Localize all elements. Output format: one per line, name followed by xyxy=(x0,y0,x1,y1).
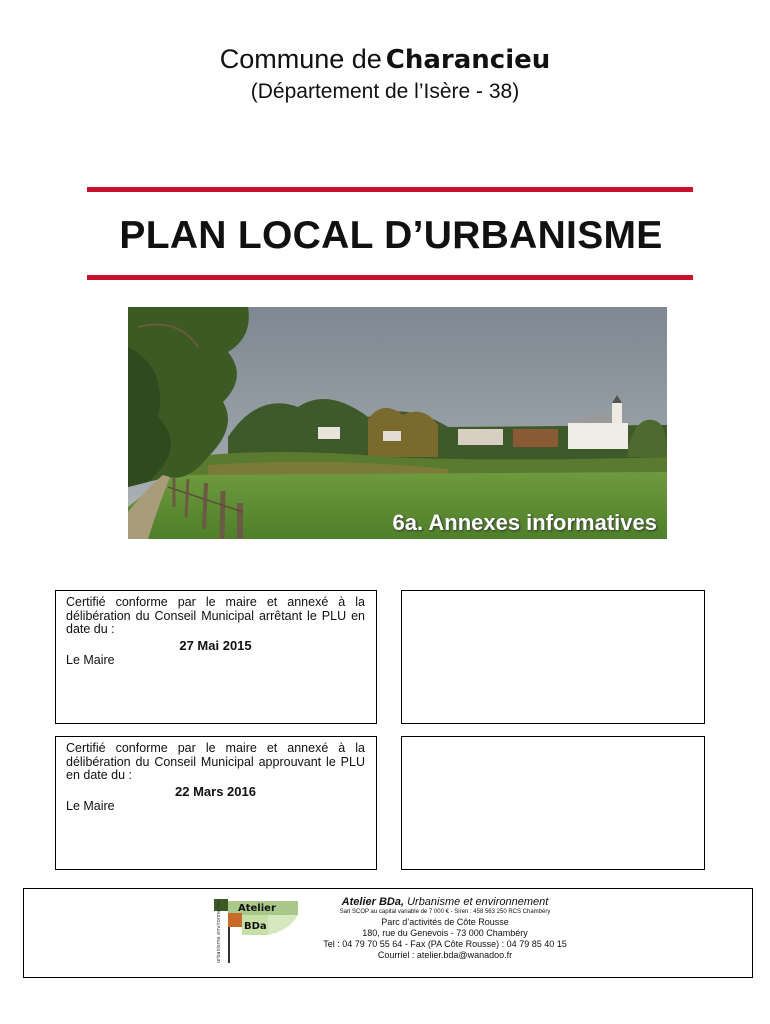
certificate-signatory: Le Maire xyxy=(66,799,115,813)
certificate-date: 22 Mars 2016 xyxy=(175,783,256,799)
stamp-box-arret xyxy=(401,590,705,724)
firm-details xyxy=(300,897,590,961)
top-divider xyxy=(87,187,693,192)
footer-box xyxy=(23,888,753,978)
certificate-signatory: Le Maire xyxy=(66,653,115,667)
stamp-box-approbation xyxy=(401,736,705,870)
firm-phone: Tel : 04 79 70 55 64 - Fax (PA Côte Rousse) : 04 79 85 40 15 xyxy=(323,939,567,949)
certificate-text: Certifié conforme par le maire et annexé à la délibération du Conseil Municipal arrêtant le PLU en date du : xyxy=(66,595,365,636)
logo-text-atelier: Atelier xyxy=(238,903,276,914)
department-line: (Département de l’Isère - 38) xyxy=(250,80,520,103)
firm-name-bold: Atelier BDa, xyxy=(341,896,405,908)
atelier-bda-logo xyxy=(214,899,299,965)
certificate-box-approbation xyxy=(55,736,377,870)
certificate-text: Certifié conforme par le maire et annexé à la délibération du Conseil Municipal approuvant le PLU en date du : xyxy=(66,741,365,782)
commune-name: Charancieu xyxy=(385,45,551,75)
bottom-divider xyxy=(87,275,693,280)
certificate-date: 27 Mai 2015 xyxy=(179,637,252,653)
logo-side-text: urbanisme environnement xyxy=(216,899,222,963)
logo-text-bda: BDa xyxy=(244,921,267,932)
cover-photo xyxy=(128,307,667,539)
commune-heading xyxy=(0,44,770,75)
photo-caption: 6a. Annexes informatives xyxy=(392,510,657,535)
landscape-image xyxy=(128,307,667,539)
firm-name-rest: Urbanisme et environnement xyxy=(404,896,549,908)
firm-address-2: 180, rue du Genevois - 73 000 Chambéry xyxy=(362,928,528,938)
certificate-box-arret xyxy=(55,590,377,724)
firm-legal: Sarl SCOP au capital variable de 7 000 € - Siren : 458 563 250 RCS Chambéry xyxy=(339,909,551,915)
firm-email: Courriel : atelier.bda@wanadoo.fr xyxy=(377,950,513,960)
firm-address-1: Parc d’activités de Côte Rousse xyxy=(381,917,509,927)
document-title: PLAN LOCAL D’URBANISME xyxy=(119,214,663,257)
commune-prefix: Commune de xyxy=(219,44,382,74)
